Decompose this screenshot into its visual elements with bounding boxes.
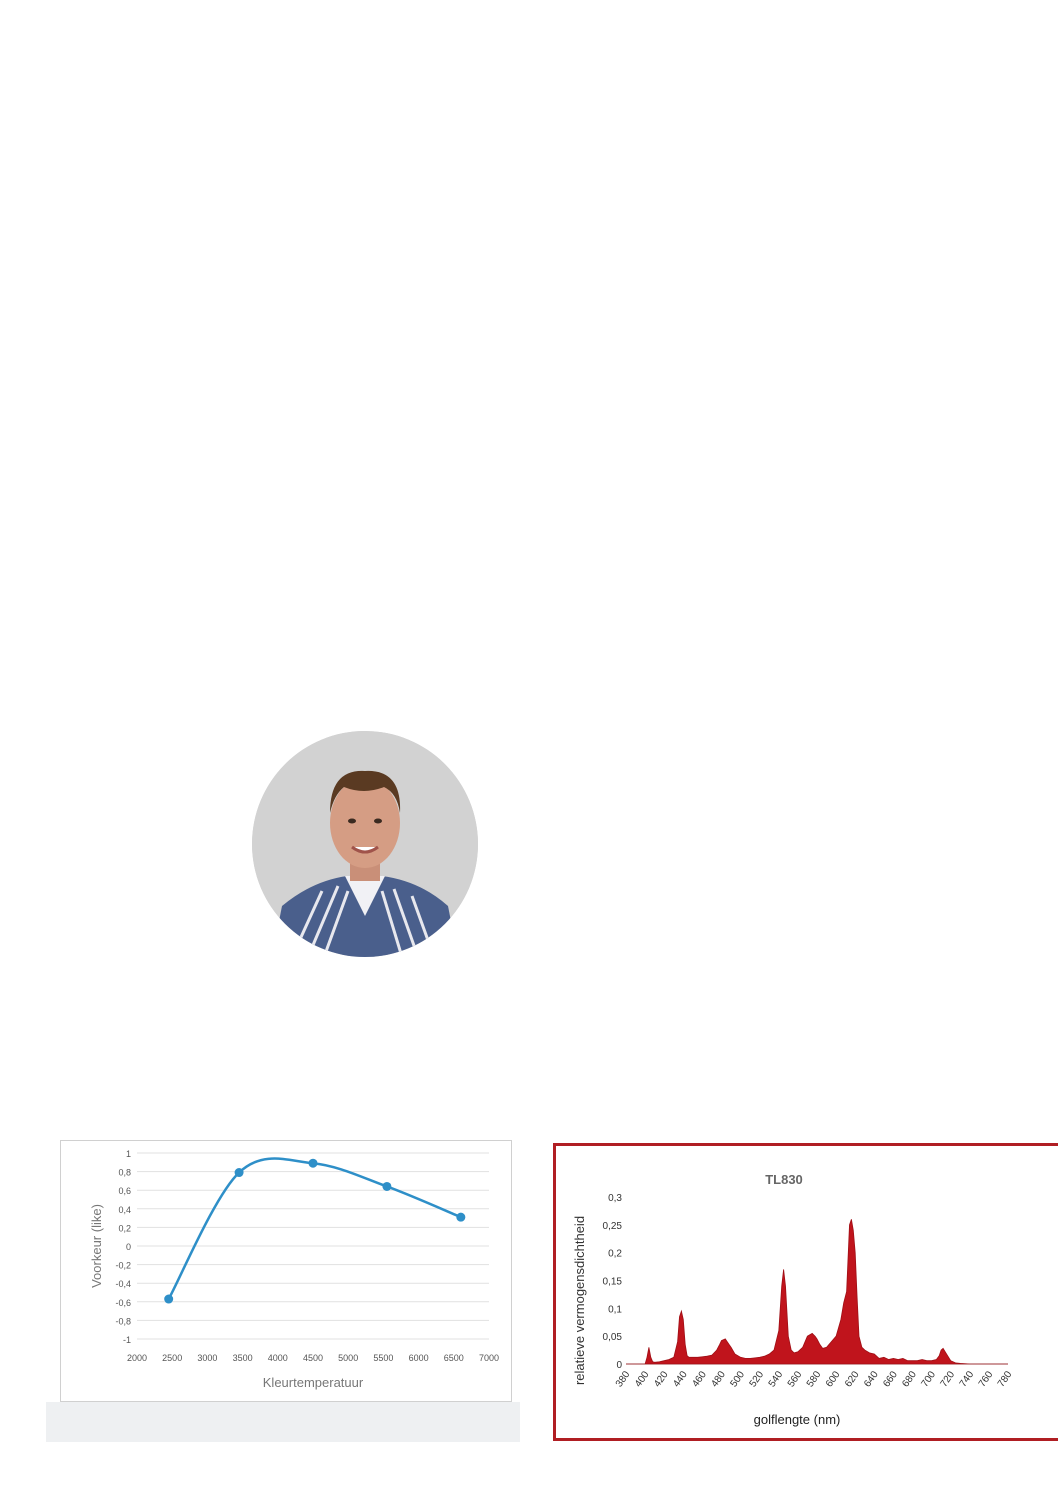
y-tick-label: 0,2 xyxy=(608,1248,622,1260)
y-tick-label: -1 xyxy=(122,1335,131,1345)
x-tick-label: 660 xyxy=(881,1369,900,1390)
x-tick-label: 720 xyxy=(938,1369,958,1390)
x-tick-label: 620 xyxy=(843,1369,862,1390)
y-tick-label: 0,25 xyxy=(602,1220,622,1232)
y-tick-label: 0,2 xyxy=(118,1223,131,1234)
x-tick-label: 600 xyxy=(823,1369,843,1390)
y-tick-label: 0 xyxy=(125,1242,131,1252)
data-point xyxy=(309,1159,318,1168)
data-point xyxy=(235,1168,244,1177)
x-tick-label: 2500 xyxy=(162,1353,183,1363)
y-tick-label: 0,6 xyxy=(118,1186,131,1197)
x-tick-label: 400 xyxy=(632,1369,652,1390)
column-3 xyxy=(704,579,1013,635)
chart-title: TL830 xyxy=(765,1172,803,1187)
x-tick-label: 460 xyxy=(690,1369,709,1390)
x-tick-label: 540 xyxy=(766,1369,786,1390)
x-tick-label: 500 xyxy=(728,1369,748,1390)
x-tick-label: 740 xyxy=(957,1369,977,1390)
y-tick-label: 1 xyxy=(125,1149,131,1159)
x-tick-label: 4000 xyxy=(267,1353,288,1363)
x-tick-label: 640 xyxy=(862,1369,881,1390)
y-tick-label: 0,15 xyxy=(602,1276,622,1288)
chart-color-temperature-svg xyxy=(61,1141,511,1401)
portrait-photo xyxy=(252,731,478,957)
x-tick-label: 480 xyxy=(709,1369,728,1390)
y-tick-label: 0,05 xyxy=(602,1332,622,1344)
intro-paragraph xyxy=(374,338,1014,342)
data-point xyxy=(164,1295,173,1304)
x-tick-label: 3000 xyxy=(197,1353,218,1363)
x-tick-label: 520 xyxy=(747,1369,767,1390)
x-tick-label: 420 xyxy=(652,1369,671,1390)
data-point xyxy=(382,1182,391,1191)
x-tick-label: 780 xyxy=(995,1369,1015,1390)
x-tick-label: 680 xyxy=(900,1369,919,1390)
x-tick-label: 3500 xyxy=(232,1353,253,1363)
x-tick-label: 5000 xyxy=(338,1353,359,1363)
x-tick-label: 6500 xyxy=(443,1353,464,1363)
x-tick-label: 760 xyxy=(976,1369,996,1390)
y-tick-label: 0 xyxy=(616,1360,622,1371)
figure-caption xyxy=(46,1402,520,1442)
y-tick-label: 0,1 xyxy=(608,1304,622,1316)
portrait-illustration xyxy=(252,731,478,957)
x-tick-label: 7000 xyxy=(478,1353,500,1363)
x-axis-label: Kleurtemperatuur xyxy=(262,1375,364,1390)
y-tick-label: -0,2 xyxy=(115,1260,131,1271)
x-tick-label: 440 xyxy=(671,1369,690,1390)
chart-spectrum xyxy=(553,1143,1058,1441)
series-line xyxy=(169,1159,461,1299)
y-tick-label: 0,4 xyxy=(118,1204,131,1215)
x-axis-label: golflengte (nm) xyxy=(753,1412,841,1427)
chart-spectrum-svg xyxy=(556,1146,1058,1438)
y-axis-label: Voorkeur (like) xyxy=(89,1204,104,1288)
x-tick-label: 6000 xyxy=(408,1353,429,1363)
x-tick-label: 700 xyxy=(919,1369,939,1390)
x-tick-label: 580 xyxy=(804,1369,824,1390)
y-tick-label: 0,8 xyxy=(118,1167,131,1178)
y-tick-label: 0,3 xyxy=(608,1193,622,1204)
y-axis-label: relatieve vermogensdichtheid xyxy=(572,1215,587,1386)
x-tick-label: 560 xyxy=(785,1369,805,1390)
y-tick-label: -0,4 xyxy=(115,1279,131,1290)
x-tick-label: 4500 xyxy=(302,1353,324,1363)
footer-left xyxy=(46,1459,54,1479)
y-tick-label: -0,8 xyxy=(115,1316,131,1327)
data-point xyxy=(456,1213,465,1222)
x-tick-label: 5500 xyxy=(373,1353,394,1363)
chart-color-temperature xyxy=(60,1140,512,1402)
spectrum-area xyxy=(626,1219,1008,1364)
x-tick-label: 380 xyxy=(613,1369,633,1390)
y-tick-label: -0,6 xyxy=(115,1297,131,1308)
x-tick-label: 2000 xyxy=(126,1353,148,1363)
